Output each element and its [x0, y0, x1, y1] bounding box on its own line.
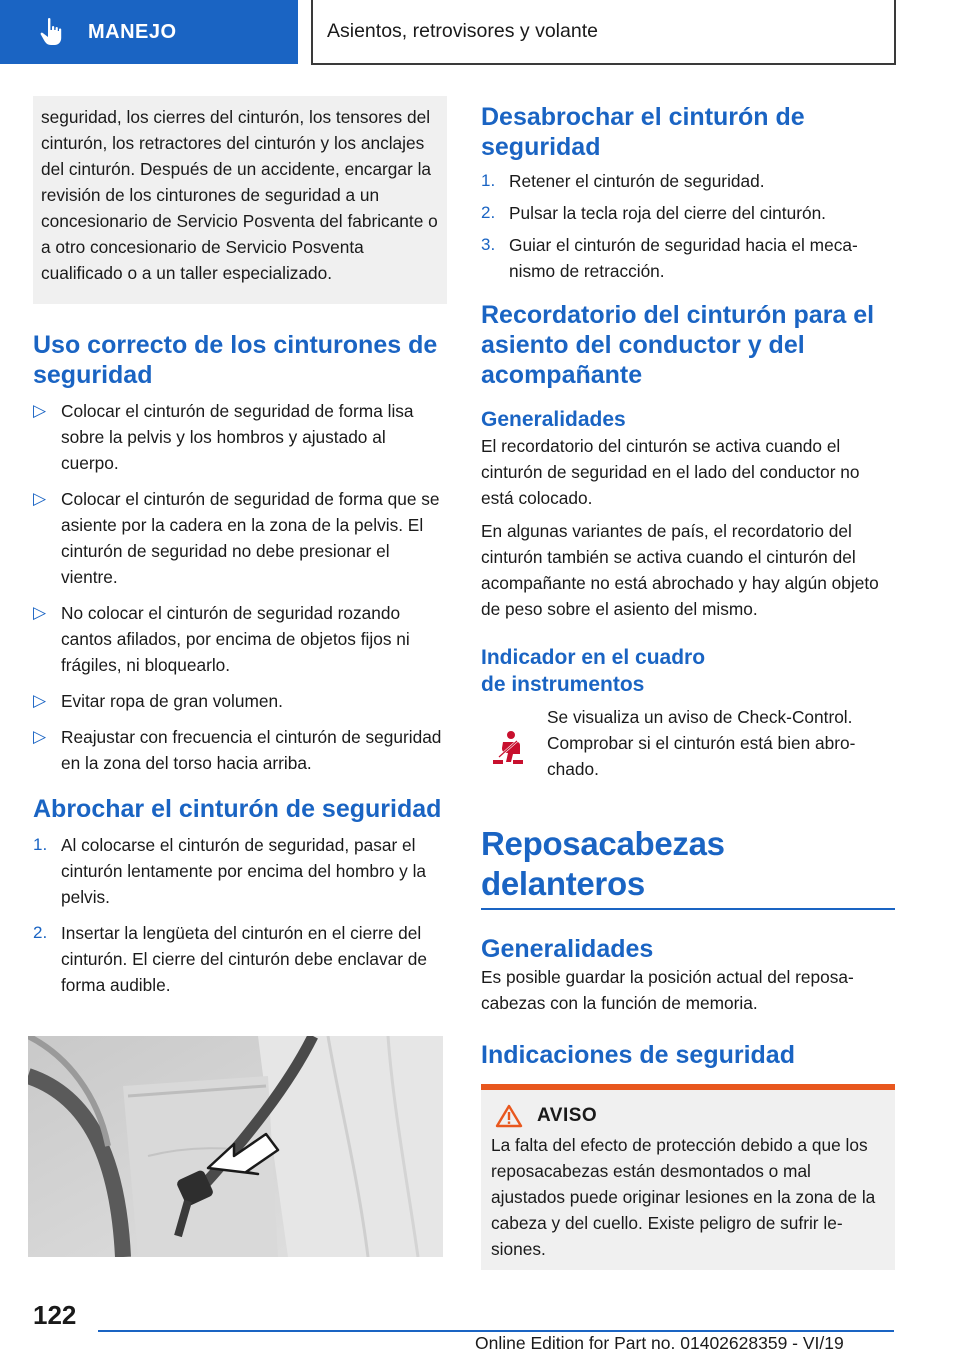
left-column [33, 96, 447, 1008]
indicador-heading: Indicador en el cuadro de instrumentos [481, 646, 706, 696]
abrochar-steps [33, 832, 447, 998]
warning-box [481, 1090, 895, 1270]
bullet-triangle-icon: ▷ [33, 489, 47, 508]
bullet-triangle-icon: ▷ [33, 691, 47, 710]
indicador-row [481, 704, 895, 782]
list-item: ▷ No colocar el cinturón de seguridad rozando cantos afilados, por encima de objetos fijos ni frágiles, ni bloquearlo. [33, 600, 447, 678]
chapter-title: Asientos, retrovisores y volante [311, 0, 896, 65]
uso-list [33, 398, 447, 776]
list-item: ▷ Evitar ropa de gran volumen. [33, 688, 447, 714]
warning-triangle-icon [495, 1104, 523, 1128]
warning-text: La falta del efecto de protección debido a que los reposacabezas están desmontados o mal ajustados puede originar lesiones en la zona de la cabeza y del cuello. Existe peligro de sufrir lesiones. [491, 1135, 876, 1259]
recordatorio-heading: Recordatorio del cinturón para el asiento del conductor y del acompañante [481, 301, 875, 389]
reposa-gen-heading: Generalidades [481, 935, 654, 963]
list-item: 2. Pulsar la tecla roja del cierre del cinturón. [481, 203, 826, 223]
bullet-triangle-icon: ▷ [33, 727, 47, 746]
footer-rule [98, 1330, 894, 1332]
indicaciones-heading: Indicaciones de seguridad [481, 1041, 795, 1069]
edition-text: Online Edition for Part no. 01402628359 - VI/19 [475, 1333, 844, 1353]
list-item: 1. Retener el cinturón de seguridad. [481, 171, 765, 191]
note-text: seguridad, los cierres del cinturón, los tensores del cinturón, los retractores del cinturón y los anclajes del cinturón. Después de un accidente, encargar la revisión de los cinturones de seguridad a un concesionario de Servicio Posventa del fabricante o a otro concesionario de Servicio Posventa cualificado o a un taller especializado. [41, 107, 438, 283]
steering-hand-icon [38, 16, 66, 48]
section-rule [481, 908, 895, 910]
list-item: 1. Al colocarse el cinturón de seguridad, pasar el cinturón lentamente por encima del hombro y la pelvis. [33, 835, 427, 907]
warning-title: AVISO [491, 1104, 885, 1128]
right-column [481, 102, 895, 1270]
seatbelt-warning-icon [491, 730, 525, 766]
reposa-heading: Reposacabezas delanteros [481, 825, 725, 902]
list-item: ▷ Colocar el cinturón de seguridad de forma lisa sobre la pelvis y los hombros y ajustado al cuerpo. [33, 398, 447, 476]
generalidades-heading: Generalidades [481, 408, 626, 431]
desabrochar-steps [481, 168, 895, 284]
desabrochar-heading: Desabrochar el cinturón de seguridad [481, 103, 805, 161]
list-item: ▷ Reajustar con frecuencia el cinturón de seguridad en la zona del torso hacia arriba. [33, 724, 447, 776]
note-box [33, 96, 447, 304]
reposa-gen-text: Es posible guardar la posición actual del reposacabezas con la función de memoria. [481, 967, 854, 1013]
list-item: ▷ Colocar el cinturón de seguridad de forma que se asiente por la cadera en la zona de la pelvis. El cinturón de seguridad no debe presionar el vientre. [33, 486, 447, 590]
seatbelt-photo [28, 1036, 443, 1257]
abrochar-heading: Abrochar el cinturón de seguridad [33, 795, 442, 823]
page-number: 122 [33, 1300, 77, 1330]
generalidades-p2: En algunas variantes de país, el recordatorio del cinturón también se activa cuando el cinturón del acompañante no está abrochado y hay algún objeto de peso sobre el asiento del mismo. [481, 521, 879, 619]
list-item: 2. Insertar la lengüeta del cinturón en el cierre del cinturón. El cierre del cinturón debe enclavar de forma audible. [33, 923, 427, 995]
indicador-icon-wrap [481, 704, 547, 782]
indicador-text: Se visualiza un aviso de Check-Control. Comprobar si el cinturón está bien abrochado. [547, 707, 856, 779]
section-tab [0, 0, 298, 64]
seatbelt-illustration [28, 1036, 443, 1257]
uso-heading: Uso correcto de los cinturones de seguridad [33, 331, 438, 389]
section-label: MANEJO [88, 20, 177, 43]
generalidades-p1: El recordatorio del cinturón se activa cuando el cinturón de seguridad en el lado del conductor no está colocado. [481, 436, 860, 508]
bullet-triangle-icon: ▷ [33, 603, 47, 622]
bullet-triangle-icon: ▷ [33, 401, 47, 420]
list-item: 3. Guiar el cinturón de seguridad hacia el mecanismo de retracción. [481, 235, 858, 281]
